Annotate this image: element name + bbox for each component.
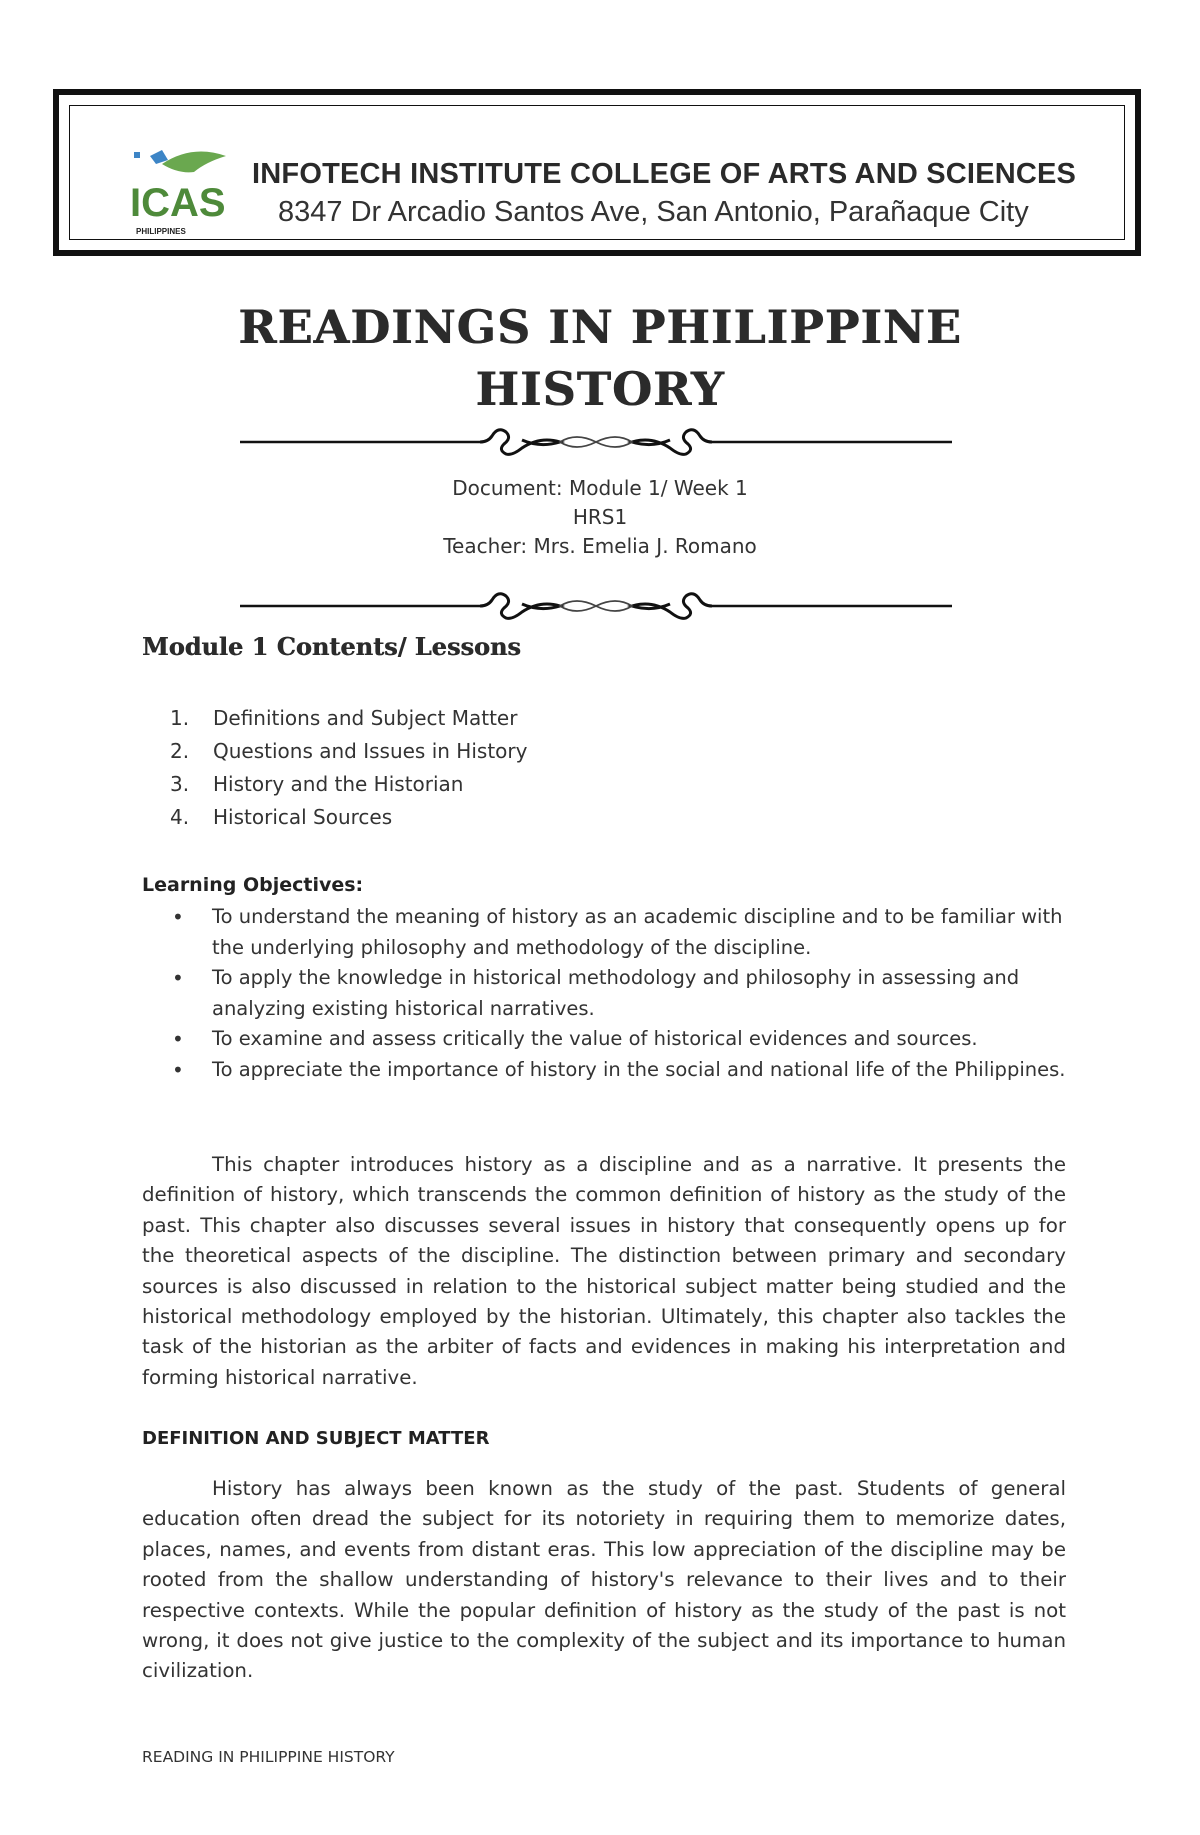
letterhead	[53, 89, 1141, 256]
list-number: 2.	[170, 739, 190, 763]
module-contents-heading: Module 1 Contents/ Lessons	[142, 632, 521, 661]
document-title-line-2: HISTORY	[475, 362, 725, 416]
school-address: 8347 Dr Arcadio Santos Ave, San Antonio, Parañaque City	[278, 196, 1029, 228]
document-module-week: Document: Module 1/ Week 1	[452, 476, 748, 500]
lesson-title: Definitions and Subject Matter	[213, 706, 518, 730]
list-number: 3.	[170, 772, 190, 796]
list-item	[170, 739, 527, 772]
teacher-name: Teacher: Mrs. Emelia J. Romano	[443, 534, 757, 558]
learning-objectives-label: Learning Objectives:	[142, 874, 364, 896]
objective-item: • To examine and assess critically the value of historical evidences and sources.	[168, 1024, 1068, 1055]
page-footer: READING IN PHILIPPINE HISTORY	[142, 1748, 395, 1766]
objective-item: • To appreciate the importance of history in the social and national life of the Philippines.	[168, 1055, 1068, 1086]
objectives-list	[168, 902, 1068, 1085]
intro-paragraph: This chapter introduces history as a discipline and as a narrative. It presents the definition of history, which transcends the common definition of history as the study of the past. This chapter also discusses several issues in history that consequently opens up for the theoretical aspects of the discipline. The distinction between primary and secondary sources is also discussed in relation to the historical subject matter being studied and the historical methodology employed by the historian. Ultimately, this chapter also tackles the task of the historian as the arbiter of facts and evidences in making his interpretation and forming historical narrative.	[142, 1153, 1066, 1389]
list-item	[170, 772, 527, 805]
letterhead-inner-frame	[69, 105, 1125, 240]
logo-wordmark: ICAS	[130, 181, 226, 225]
course-code: HRS1	[572, 505, 628, 529]
lessons-list	[170, 706, 527, 838]
list-number: 1.	[170, 706, 190, 730]
list-item	[170, 706, 527, 739]
lesson-title: History and the Historian	[213, 772, 464, 796]
objective-item: • To apply the knowledge in historical methodology and philosophy in assessing and analyzing existing historical narratives.	[168, 963, 1068, 1024]
section-paragraph: History has always been known as the study of the past. Students of general education often dread the subject for its notoriety in requiring them to memorize dates, places, names, and events from distant eras. This low appreciation of the discipline may be rooted from the shallow understanding of history's relevance to their lives and to their respective contexts. While the popular definition of history as the study of the past is not wrong, it does not give justice to the complexity of the subject and its importance to human civilization.	[142, 1477, 1066, 1683]
logo-leaf-shape	[162, 152, 226, 173]
ornamental-divider	[240, 422, 952, 462]
school-logo	[122, 146, 234, 242]
objective-item: • To understand the meaning of history as an academic discipline and to be familiar with the underlying philosophy and methodology of the discipline.	[168, 902, 1068, 963]
school-name: INFOTECH INSTITUTE COLLEGE OF ARTS AND SCIENCES	[252, 158, 1077, 190]
list-item	[170, 805, 527, 838]
document-title-line-1: READINGS IN PHILIPPINE	[238, 300, 962, 354]
logo-subtext: PHILIPPINES	[136, 227, 186, 236]
ornamental-divider	[240, 586, 952, 626]
lesson-title: Questions and Issues in History	[213, 739, 528, 763]
logo-dot	[134, 152, 140, 158]
logo-blue-shape	[150, 150, 168, 164]
lesson-title: Historical Sources	[213, 805, 393, 829]
section-heading: DEFINITION AND SUBJECT MATTER	[142, 1428, 490, 1449]
list-number: 4.	[170, 805, 190, 829]
